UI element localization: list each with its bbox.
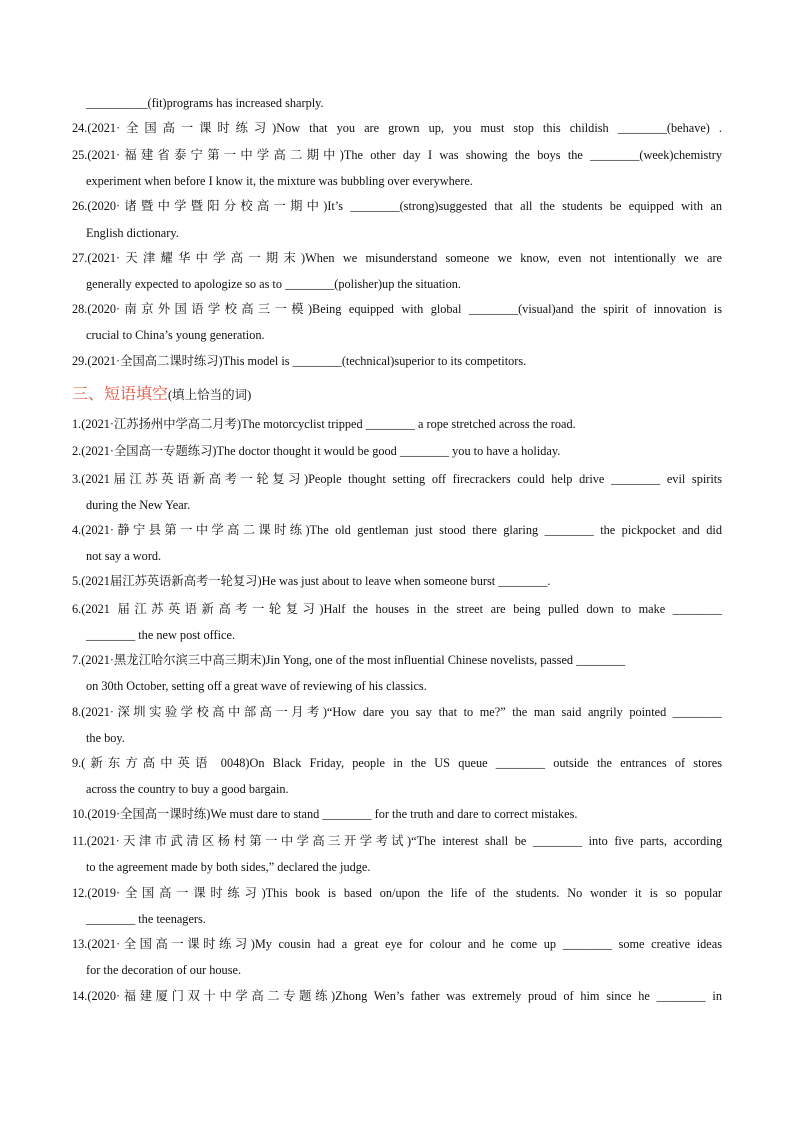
- question-28-continuation: crucial to China’s young generation.: [86, 328, 265, 342]
- question-25-continuation: experiment when before I know it, the mixture was bubbling over everywhere.: [86, 174, 473, 188]
- question-24: 24.(2021·全国高一课时练习)Now that you are grown up, you must stop this childish ________(behave) .: [72, 121, 722, 135]
- question-27: 27.(2021·天津耀华中学高一期末)When we misunderstand someone we know, even not intentionally we are: [72, 251, 722, 265]
- phrase-item-8-continuation: the boy.: [86, 731, 125, 745]
- phrase-item-1: 1.(2021·江苏扬州中学高二月考)The motorcyclist tripped ________ a rope stretched across the road.: [72, 417, 576, 431]
- phrase-item-3: 3.(2021届江苏英语新高考一轮复习)People thought setting off firecrackers could help drive ________ evil spirits: [72, 472, 722, 486]
- question-25: 25.(2021·福建省泰宁第一中学高二期中)The other day I was showing the boys the ________(week)chemistry: [72, 148, 722, 162]
- phrase-item-11-continuation: to the agreement made by both sides,” declared the judge.: [86, 860, 371, 874]
- section-title: 三、短语填空: [72, 384, 169, 403]
- phrase-item-8: 8.(2021·深圳实验学校高中部高一月考)“How dare you say that to me?” the man said angrily pointed ________: [72, 705, 722, 719]
- question-26: 26.(2020·诸暨中学暨阳分校高一期中)It’s ________(strong)suggested that all the students be equipped with an: [72, 199, 722, 213]
- question-27-continuation: generally expected to apologize so as to ________(polisher)up the situation.: [86, 277, 461, 291]
- question-29: 29.(2021·全国高二课时练习)This model is ________(technical)superior to its competitors.: [72, 354, 527, 368]
- phrase-item-12-continuation: ________ the teenagers.: [86, 912, 206, 926]
- phrase-item-13: 13.(2021·全国高一课时练习)My cousin had a great eye for colour and he come up ________ some creative ideas: [72, 937, 722, 951]
- phrase-item-11: 11.(2021·天津市武清区杨村第一中学高三开学考试)“The interest shall be ________ into five parts, according: [72, 834, 722, 848]
- question-23-continuation: __________(fit)programs has increased sharply.: [86, 96, 324, 110]
- phrase-item-2: 2.(2021·全国高一专题练习)The doctor thought it would be good ________ you to have a holiday.: [72, 444, 561, 458]
- phrase-item-4-continuation: not say a word.: [86, 549, 162, 563]
- question-26-continuation: English dictionary.: [86, 226, 179, 240]
- phrase-item-7: 7.(2021·黑龙江哈尔滨三中高三期末)Jin Yong, one of the most influential Chinese novelists, passed ________: [72, 653, 626, 667]
- phrase-item-4: 4.(2021·静宁县第一中学高二课时练)The old gentleman just stood there glaring ________ the pickpocket and did: [72, 523, 722, 537]
- phrase-item-14: 14.(2020·福建厦门双十中学高二专题练)Zhong Wen’s father was extremely proud of him since he ________ in: [72, 989, 722, 1003]
- phrase-item-6: 6.(2021 届江苏英语新高考一轮复习)Half the houses in the street are being pulled down to make ________: [72, 602, 722, 616]
- phrase-item-12: 12.(2019·全国高一课时练习)This book is based on/upon the life of the students. No wonder it is so popular: [72, 886, 722, 900]
- phrase-item-9: 9.(新东方高中英语 0048)On Black Friday, people in the US queue ________ outside the entrances of stores: [72, 756, 722, 770]
- question-28: 28.(2020·南京外国语学校高三一模)Being equipped with global ________(visual)and the spirit of innovation is: [72, 302, 722, 316]
- phrase-item-10: 10.(2019·全国高一课时练)We must dare to stand ________ for the truth and dare to correct mistakes.: [72, 807, 578, 821]
- section-heading: [72, 384, 251, 405]
- phrase-item-3-continuation: during the New Year.: [86, 498, 191, 512]
- phrase-item-13-continuation: for the decoration of our house.: [86, 963, 242, 977]
- section-note: (填上恰当的词): [168, 388, 252, 402]
- phrase-item-9-continuation: across the country to buy a good bargain.: [86, 782, 289, 796]
- phrase-item-5: 5.(2021届江苏英语新高考一轮复习)He was just about to leave when someone burst ________.: [72, 574, 551, 588]
- phrase-item-6-continuation: ________ the new post office.: [86, 628, 236, 642]
- phrase-item-7-continuation: on 30th October, setting off a great wave of reviewing of his classics.: [86, 679, 427, 693]
